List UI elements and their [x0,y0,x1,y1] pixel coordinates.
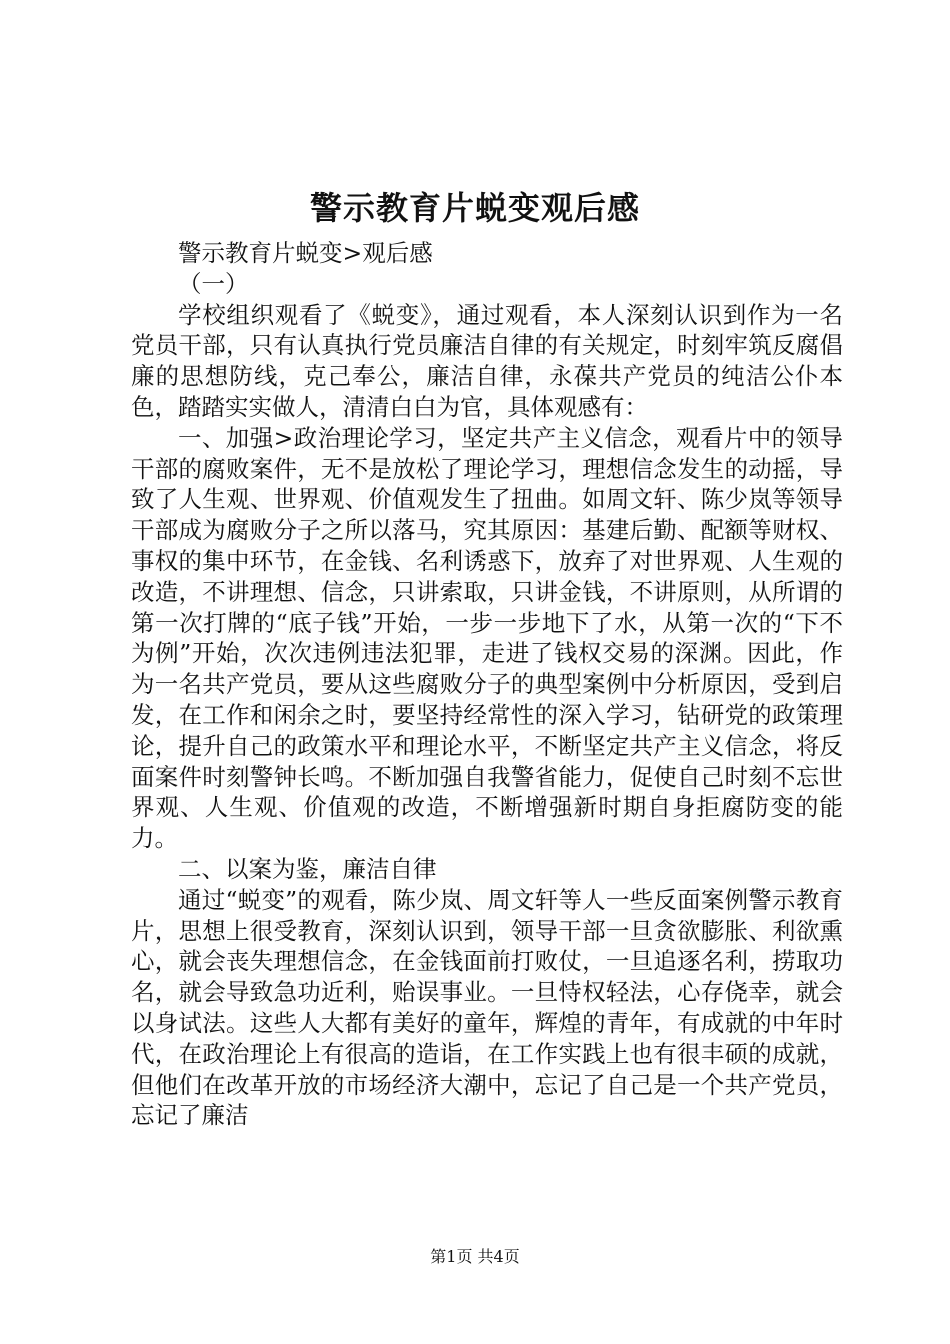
paragraph-intro: 学校组织观看了《蜕变》，通过观看，本人深刻认识到作为一名党员干部，只有认真执行党员廉洁自律的有关规定，时刻牢筑反腐倡廉的思想防线，克己奉公，廉洁自律，永葆共产党员的纯洁公仆本色，踏踏实实做人，清清白白为官，具体观感有： [131,300,843,421]
paragraph-point-two: 通过“蜕变”的观看，陈少岚、周文轩等人一些反面案例警示教育片，思想上很受教育，深刻认识到，领导干部一旦贪欲膨胀、利欲熏心，就会丧失理想信念，在金钱面前打败仗，一旦追逐名利，捞取功名，就会导致急功近利，贻误事业。一旦恃权轻法，心存侥幸，就会以身试法。这些人大都有美好的童年，辉煌的青年，有成就的中年时代，在政治理论上有很高的造诣，在工作实践上也有很丰硕的成就，但他们在改革开放的市场经济大潮中，忘记了自己是一个共产党员，忘记了廉洁 [131,885,843,1130]
document-subtitle: 警示教育片蜕变>观后感 [178,239,433,267]
document-title: 警示教育片蜕变观后感 [309,189,640,227]
heading-point-two: 二、以案为鉴，廉洁自律 [178,854,437,883]
document-body [131,234,843,1131]
page-number-footer: 第1页 共4页 [430,1247,520,1266]
paragraph-point-one: 一、加强>政治理论学习，坚定共产主义信念，观看片中的领导干部的腐败案件，无不是放松了理论学习，理想信念发生的动摇，导致了人生观、世界观、价值观发生了扭曲。如周文轩、陈少岚等领导干部成为腐败分子之所以落马，究其原因：基建后勤、配额等财权、事权的集中环节，在金钱、名利诱惑下，放弃了对世界观、人生观的改造，不讲理想、信念，只讲索取，只讲金钱，不讲原则，从所谓的第一次打牌的“底子钱”开始，一步一步地下了水，从第一次的“下不为例”开始，次次违例违法犯罪，走进了钱权交易的深渊。因此，作为一名共产党员，要从这些腐败分子的典型案例中分析原因，受到启发，在工作和闲余之时，要坚持经常性的深入学习，钻研党的政策理论，提升自己的政策水平和理论水平，不断坚定共产主义信念，将反面案件时刻警钟长鸣。不断加强自我警省能力，促使自己时刻不忘世界观、人生观、价值观的改造，不断增强新时期自身拒腐防变的能力。 [131,423,843,853]
section-marker: （一） [178,269,249,298]
